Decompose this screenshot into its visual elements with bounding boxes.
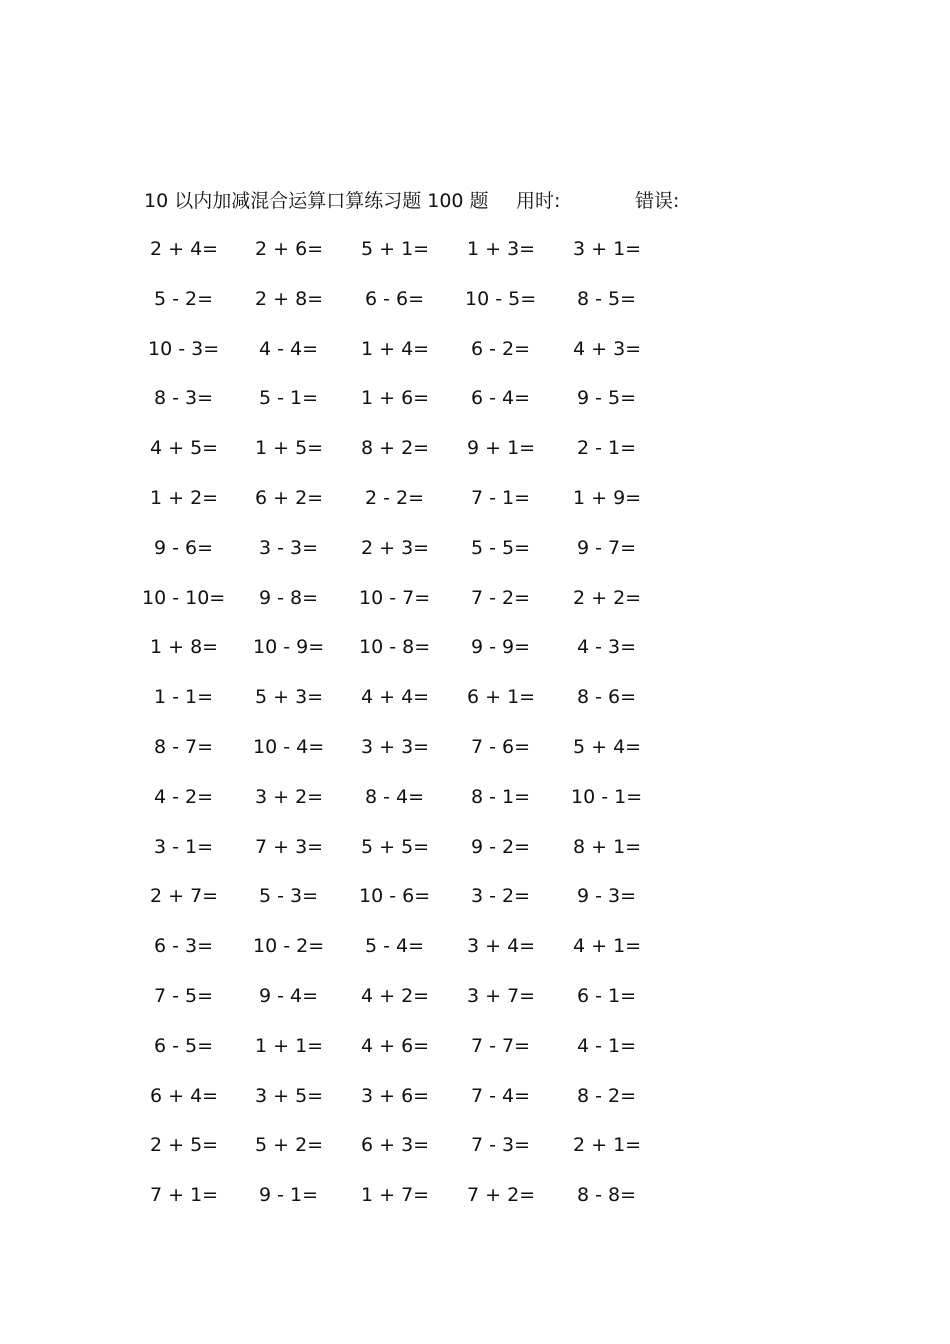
problem: 1 + 8= bbox=[150, 636, 219, 659]
problem: 3 - 1= bbox=[154, 835, 214, 858]
problem: 1 + 4= bbox=[361, 337, 430, 360]
problem-row bbox=[0, 573, 950, 623]
problem: 1 + 3= bbox=[467, 238, 536, 260]
worksheet-title: 10 以内加减混合运算口算练习题 100 题 bbox=[144, 190, 489, 212]
problem: 3 - 2= bbox=[471, 885, 531, 908]
problem: 7 - 4= bbox=[471, 1084, 531, 1107]
problem: 8 - 3= bbox=[154, 387, 214, 410]
problem-row bbox=[0, 622, 950, 672]
problem-row bbox=[0, 772, 950, 822]
problem: 10 - 6= bbox=[359, 885, 431, 908]
problem: 7 - 5= bbox=[154, 984, 214, 1007]
problem: 7 + 1= bbox=[150, 1184, 219, 1207]
problem: 2 - 2= bbox=[365, 486, 425, 509]
problem: 4 + 1= bbox=[573, 935, 642, 958]
problem: 5 + 2= bbox=[255, 1134, 324, 1157]
problem: 3 + 3= bbox=[361, 735, 430, 758]
problem: 6 + 1= bbox=[467, 686, 536, 709]
problem: 4 - 2= bbox=[154, 785, 214, 808]
problem: 2 + 8= bbox=[255, 287, 324, 310]
problem: 1 + 9= bbox=[573, 486, 642, 509]
problem: 6 - 1= bbox=[577, 984, 637, 1007]
problem-row bbox=[0, 1120, 950, 1170]
problem: 8 - 2= bbox=[577, 1084, 637, 1107]
problem: 9 - 7= bbox=[577, 536, 637, 559]
problem: 9 - 5= bbox=[577, 387, 637, 410]
problem-row bbox=[0, 871, 950, 921]
problem: 4 + 6= bbox=[361, 1034, 430, 1057]
problem: 6 + 2= bbox=[255, 486, 324, 509]
problem-row bbox=[0, 224, 950, 274]
problem: 5 - 3= bbox=[259, 885, 319, 908]
problem: 6 - 6= bbox=[365, 287, 425, 310]
time-used-label: 用时: bbox=[516, 190, 561, 212]
problem-row bbox=[0, 523, 950, 573]
problem-row bbox=[0, 1021, 950, 1071]
problem: 6 + 4= bbox=[150, 1084, 219, 1107]
problem: 8 + 1= bbox=[573, 835, 642, 858]
problem: 7 + 3= bbox=[255, 835, 324, 858]
problem-row bbox=[0, 423, 950, 473]
problem-row bbox=[0, 274, 950, 324]
problem-row bbox=[0, 373, 950, 423]
problem: 7 + 2= bbox=[467, 1184, 536, 1207]
problem-row bbox=[0, 672, 950, 722]
problem-row bbox=[0, 971, 950, 1021]
problem-row bbox=[0, 324, 950, 374]
problem: 8 - 7= bbox=[154, 735, 214, 758]
problem: 10 - 4= bbox=[253, 735, 325, 758]
problem-row bbox=[0, 822, 950, 872]
problem: 3 - 3= bbox=[259, 536, 319, 559]
problem: 2 + 5= bbox=[150, 1134, 219, 1157]
problem: 1 + 2= bbox=[150, 486, 219, 509]
problem: 9 - 4= bbox=[259, 984, 319, 1007]
problem: 5 - 5= bbox=[471, 536, 531, 559]
problem: 3 + 1= bbox=[573, 238, 642, 260]
problem: 7 - 3= bbox=[471, 1134, 531, 1157]
problem: 5 + 4= bbox=[573, 735, 642, 758]
problem: 3 + 5= bbox=[255, 1084, 324, 1107]
problem: 2 + 6= bbox=[255, 238, 324, 260]
problem-row bbox=[0, 722, 950, 772]
problem: 1 + 6= bbox=[361, 387, 430, 410]
problem: 3 + 2= bbox=[255, 785, 324, 808]
problem: 7 - 6= bbox=[471, 735, 531, 758]
problem: 3 + 7= bbox=[467, 984, 536, 1007]
problem: 6 - 3= bbox=[154, 935, 214, 958]
problem: 4 + 3= bbox=[573, 337, 642, 360]
problem: 10 - 10= bbox=[142, 586, 226, 609]
problem: 7 - 1= bbox=[471, 486, 531, 509]
problem-row bbox=[0, 921, 950, 971]
problem: 8 - 6= bbox=[577, 686, 637, 709]
problem: 5 - 4= bbox=[365, 935, 425, 958]
problem: 9 - 3= bbox=[577, 885, 637, 908]
problem: 1 - 1= bbox=[154, 686, 214, 709]
problem: 1 + 7= bbox=[361, 1184, 430, 1207]
problem-row bbox=[0, 1170, 950, 1220]
problem: 2 - 1= bbox=[577, 437, 637, 460]
problem: 5 + 1= bbox=[361, 238, 430, 260]
problem: 6 - 2= bbox=[471, 337, 531, 360]
problem: 2 + 3= bbox=[361, 536, 430, 559]
problem: 3 + 4= bbox=[467, 935, 536, 958]
problem: 8 - 5= bbox=[577, 287, 637, 310]
problem-row bbox=[0, 1071, 950, 1121]
problem: 8 - 4= bbox=[365, 785, 425, 808]
problem: 6 - 5= bbox=[154, 1034, 214, 1057]
problem: 9 - 2= bbox=[471, 835, 531, 858]
problem: 1 + 1= bbox=[255, 1034, 324, 1057]
problem: 4 + 4= bbox=[361, 686, 430, 709]
problem: 2 + 4= bbox=[150, 238, 219, 260]
problem: 4 + 2= bbox=[361, 984, 430, 1007]
problem: 8 - 1= bbox=[471, 785, 531, 808]
problem: 3 + 6= bbox=[361, 1084, 430, 1107]
problem: 9 - 6= bbox=[154, 536, 214, 559]
problem: 2 + 1= bbox=[573, 1134, 642, 1157]
problem: 5 + 3= bbox=[255, 686, 324, 709]
problem: 8 - 8= bbox=[577, 1184, 637, 1207]
problem-row bbox=[0, 473, 950, 523]
problem: 7 - 2= bbox=[471, 586, 531, 609]
problem: 10 - 2= bbox=[253, 935, 325, 958]
problem: 10 - 5= bbox=[465, 287, 537, 310]
problem: 4 - 1= bbox=[577, 1034, 637, 1057]
problem: 5 - 2= bbox=[154, 287, 214, 310]
problem: 9 + 1= bbox=[467, 437, 536, 460]
problem: 1 + 5= bbox=[255, 437, 324, 460]
problem: 10 - 3= bbox=[148, 337, 220, 360]
problem: 8 + 2= bbox=[361, 437, 430, 460]
problem: 10 - 7= bbox=[359, 586, 431, 609]
problem: 10 - 9= bbox=[253, 636, 325, 659]
problem: 9 - 9= bbox=[471, 636, 531, 659]
problem: 4 - 3= bbox=[577, 636, 637, 659]
problem: 5 - 1= bbox=[259, 387, 319, 410]
problem-grid bbox=[0, 224, 950, 1220]
problem: 4 - 4= bbox=[259, 337, 319, 360]
problem: 5 + 5= bbox=[361, 835, 430, 858]
problem: 6 - 4= bbox=[471, 387, 531, 410]
problem: 4 + 5= bbox=[150, 437, 219, 460]
problem: 2 + 7= bbox=[150, 885, 219, 908]
problem: 9 - 1= bbox=[259, 1184, 319, 1207]
problem: 10 - 8= bbox=[359, 636, 431, 659]
error-count-label: 错误: bbox=[635, 190, 680, 212]
problem: 9 - 8= bbox=[259, 586, 319, 609]
problem: 2 + 2= bbox=[573, 586, 642, 609]
problem: 6 + 3= bbox=[361, 1134, 430, 1157]
problem: 7 - 7= bbox=[471, 1034, 531, 1057]
problem: 10 - 1= bbox=[571, 785, 643, 808]
